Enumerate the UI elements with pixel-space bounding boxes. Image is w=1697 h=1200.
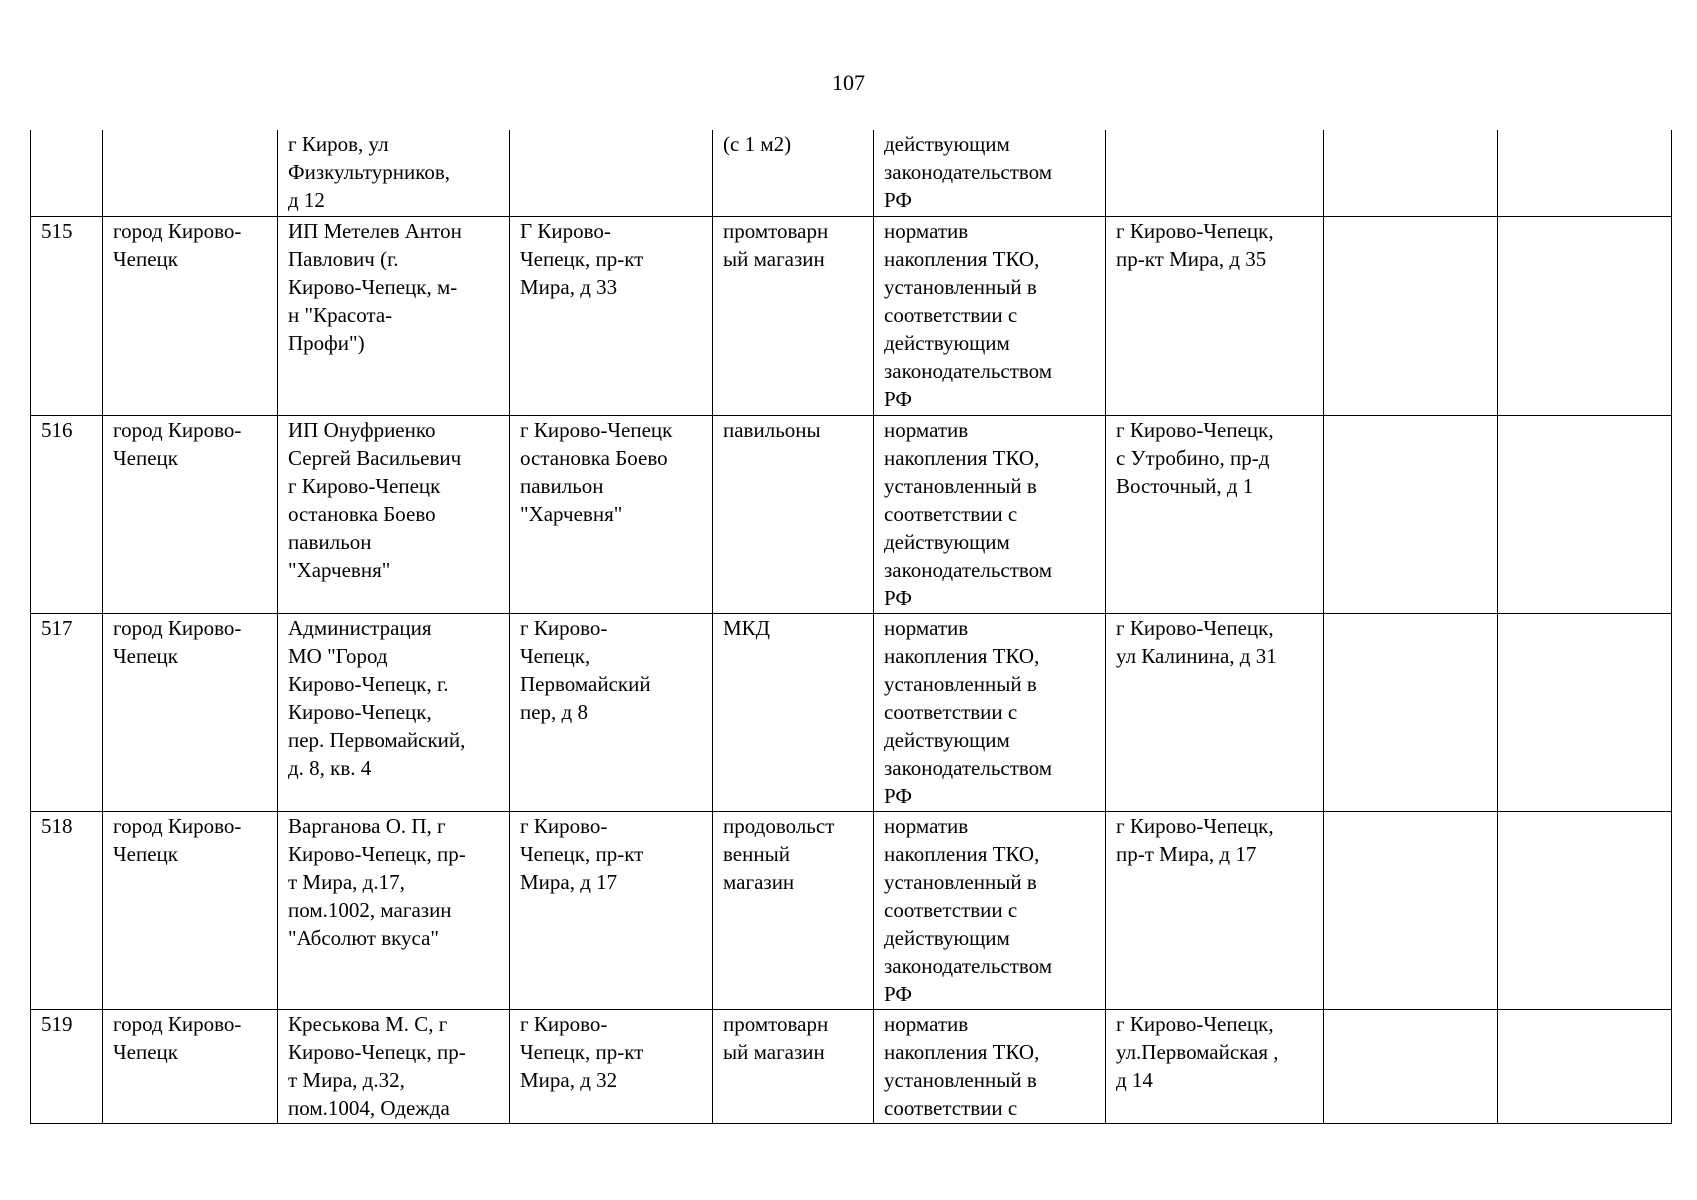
table-row bbox=[31, 613, 1672, 811]
table-row bbox=[31, 811, 1672, 1009]
row-number-cell: 519 bbox=[31, 1009, 103, 1123]
object-type-cell: продовольст венный магазин bbox=[713, 811, 874, 1009]
page-number: 107 bbox=[832, 70, 865, 95]
address-cell: г Кирово- Чепецк, Первомайский пер, д 8 bbox=[510, 613, 713, 811]
address-cell: г Кирово- Чепецк, пр-кт Мира, д 32 bbox=[510, 1009, 713, 1123]
municipality-cell: город Кирово- Чепецк bbox=[103, 613, 278, 811]
row-number-cell bbox=[31, 130, 103, 216]
basis-cell: норматив накопления ТКО, установленный в соответствии с действующим законодательством РФ bbox=[874, 811, 1106, 1009]
extra-cell bbox=[1324, 811, 1498, 1009]
table-row bbox=[31, 415, 1672, 613]
basis-cell: действующим законодательством РФ bbox=[874, 130, 1106, 216]
extra-cell bbox=[1324, 1009, 1498, 1123]
object-type-cell: (с 1 м2) bbox=[713, 130, 874, 216]
basis-cell: норматив накопления ТКО, установленный в соответствии с действующим законодательством РФ bbox=[874, 415, 1106, 613]
owner-cell: ИП Метелев Антон Павлович (г. Кирово-Чепецк, м- н "Красота- Профи") bbox=[278, 216, 510, 415]
row-number-cell: 517 bbox=[31, 613, 103, 811]
address-cell: г Кирово- Чепецк, пр-кт Мира, д 17 bbox=[510, 811, 713, 1009]
basis-cell: норматив накопления ТКО, установленный в соответствии с действующим законодательством РФ bbox=[874, 613, 1106, 811]
site-cell: г Кирово-Чепецк, с Утробино, пр-д Восточный, д 1 bbox=[1106, 415, 1324, 613]
municipality-cell: город Кирово- Чепецк bbox=[103, 415, 278, 613]
table-row bbox=[31, 1009, 1672, 1123]
municipality-cell bbox=[103, 130, 278, 216]
row-number-cell: 515 bbox=[31, 216, 103, 415]
extra-cell bbox=[1498, 811, 1672, 1009]
object-type-cell: промтоварн ый магазин bbox=[713, 216, 874, 415]
object-type-cell: павильоны bbox=[713, 415, 874, 613]
extra-cell bbox=[1498, 613, 1672, 811]
site-cell: г Кирово-Чепецк, ул.Первомайская , д 14 bbox=[1106, 1009, 1324, 1123]
basis-cell: норматив накопления ТКО, установленный в соответствии с действующим законодательством РФ bbox=[874, 216, 1106, 415]
address-cell: Г Кирово- Чепецк, пр-кт Мира, д 33 bbox=[510, 216, 713, 415]
extra-cell bbox=[1324, 613, 1498, 811]
extra-cell bbox=[1324, 130, 1498, 216]
owner-cell: Администрация МО "Город Кирово-Чепецк, г. Кирово-Чепецк, пер. Первомайский, д. 8, кв. 4 bbox=[278, 613, 510, 811]
row-number-cell: 518 bbox=[31, 811, 103, 1009]
municipality-cell: город Кирово- Чепецк bbox=[103, 216, 278, 415]
municipality-cell: город Кирово- Чепецк bbox=[103, 811, 278, 1009]
row-number-cell: 516 bbox=[31, 415, 103, 613]
object-type-cell: МКД bbox=[713, 613, 874, 811]
extra-cell bbox=[1498, 1009, 1672, 1123]
extra-cell bbox=[1498, 130, 1672, 216]
site-cell: г Кирово-Чепецк, пр-кт Мира, д 35 bbox=[1106, 216, 1324, 415]
table-row bbox=[31, 130, 1672, 216]
site-cell: г Кирово-Чепецк, пр-т Мира, д 17 bbox=[1106, 811, 1324, 1009]
table-row bbox=[31, 216, 1672, 415]
address-cell bbox=[510, 130, 713, 216]
site-cell bbox=[1106, 130, 1324, 216]
extra-cell bbox=[1498, 415, 1672, 613]
extra-cell bbox=[1324, 216, 1498, 415]
extra-cell bbox=[1324, 415, 1498, 613]
registry-table bbox=[30, 130, 1672, 1124]
owner-cell: Варганова О. П, г Кирово-Чепецк, пр- т Мира, д.17, пом.1002, магазин "Абсолют вкуса" bbox=[278, 811, 510, 1009]
address-cell: г Кирово-Чепецк остановка Боево павильон "Харчевня" bbox=[510, 415, 713, 613]
owner-cell: Креськова М. С, г Кирово-Чепецк, пр- т Мира, д.32, пом.1004, Одежда bbox=[278, 1009, 510, 1123]
owner-cell: ИП Онуфриенко Сергей Васильевич г Кирово-Чепецк остановка Боево павильон "Харчевня" bbox=[278, 415, 510, 613]
site-cell: г Кирово-Чепецк, ул Калинина, д 31 bbox=[1106, 613, 1324, 811]
object-type-cell: промтоварн ый магазин bbox=[713, 1009, 874, 1123]
owner-cell: г Киров, ул Физкультурников, д 12 bbox=[278, 130, 510, 216]
basis-cell: норматив накопления ТКО, установленный в соответствии с bbox=[874, 1009, 1106, 1123]
municipality-cell: город Кирово- Чепецк bbox=[103, 1009, 278, 1123]
extra-cell bbox=[1498, 216, 1672, 415]
